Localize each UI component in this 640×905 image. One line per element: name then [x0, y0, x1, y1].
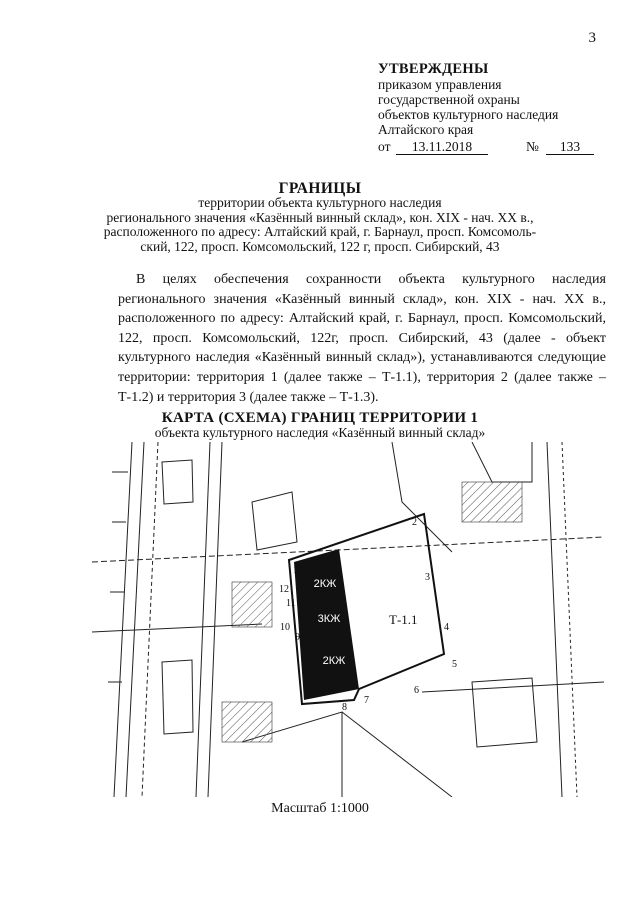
subtitle-line: территории объекта культурного наследия [198, 195, 442, 210]
building-label: 2КЖ [322, 655, 346, 667]
approval-stamp [378, 62, 618, 157]
point-label: 10 [280, 622, 290, 633]
building-label: 2КЖ [313, 578, 337, 590]
subtitle-line: расположенного по адресу: Алтайский край, г. Барнаул, просп. Комсомоль- [103, 224, 537, 239]
approval-title: УТВЕРЖДЕНЫ [378, 61, 489, 77]
subtitle-line: ский, 122, просп. Комсомольский, 122 г, просп. Сибирский, 43 [140, 238, 500, 254]
map-title: КАРТА (СХЕМА) ГРАНИЦ ТЕРРИТОРИИ 1 [161, 410, 479, 426]
subtitle-line: регионального значения «Казённый винный склад», кон. XIX - нач. XX в., [106, 209, 534, 225]
approval-date-row [378, 139, 618, 157]
number-sign: № [526, 139, 539, 154]
point-label: 1 [293, 565, 298, 576]
point-label: 12 [279, 584, 289, 595]
point-label: 7 [364, 695, 369, 706]
building-label: 3КЖ [317, 613, 341, 625]
point-label: 9 [295, 632, 300, 643]
territory-label: Т-1.1 [389, 612, 418, 627]
date-prefix: от [378, 139, 391, 154]
point-label: 4 [444, 622, 449, 633]
approval-date: 13.11.2018 [396, 139, 488, 155]
point-label: 5 [452, 659, 457, 670]
approval-line: государственной охраны [378, 92, 520, 107]
point-label: 8 [342, 702, 347, 713]
map-scale: Масштаб 1:1000 [271, 801, 369, 816]
document-subtitle [60, 196, 580, 254]
point-label: 2 [412, 517, 417, 528]
point-label: 6 [414, 685, 419, 696]
point-label: 11 [286, 598, 296, 609]
map-subtitle: объекта культурного наследия «Казённый винный склад» [154, 425, 486, 440]
approval-number: 133 [546, 139, 594, 155]
boundary-map [92, 442, 604, 797]
page-number: 3 [588, 30, 596, 46]
approval-line: объектов культурного наследия [378, 107, 559, 122]
point-label: 3 [425, 572, 430, 583]
approval-line: Алтайского края [378, 122, 474, 137]
body-paragraph: В целях обеспечения сохранности объекта культурного наследия регионального значения «Казённый винный склад», кон. XIX - нач. XX в., расположенного по адресу: Алтайский край, г. Барнаул, просп. Комсомольский, 122, просп. Комсомольский, 122г, просп. Сибирский, 43 (далее - объект культурного наследия «Казённый винный склад»), устанавливаются следующие территории: территория 1 (далее также – Т-1.1), территория 2 (далее также – Т-1.2) и территория 3 (далее также – Т-1.3). [118, 272, 606, 405]
approval-line: приказом управления [378, 77, 502, 92]
document-title: ГРАНИЦЫ [278, 180, 362, 197]
